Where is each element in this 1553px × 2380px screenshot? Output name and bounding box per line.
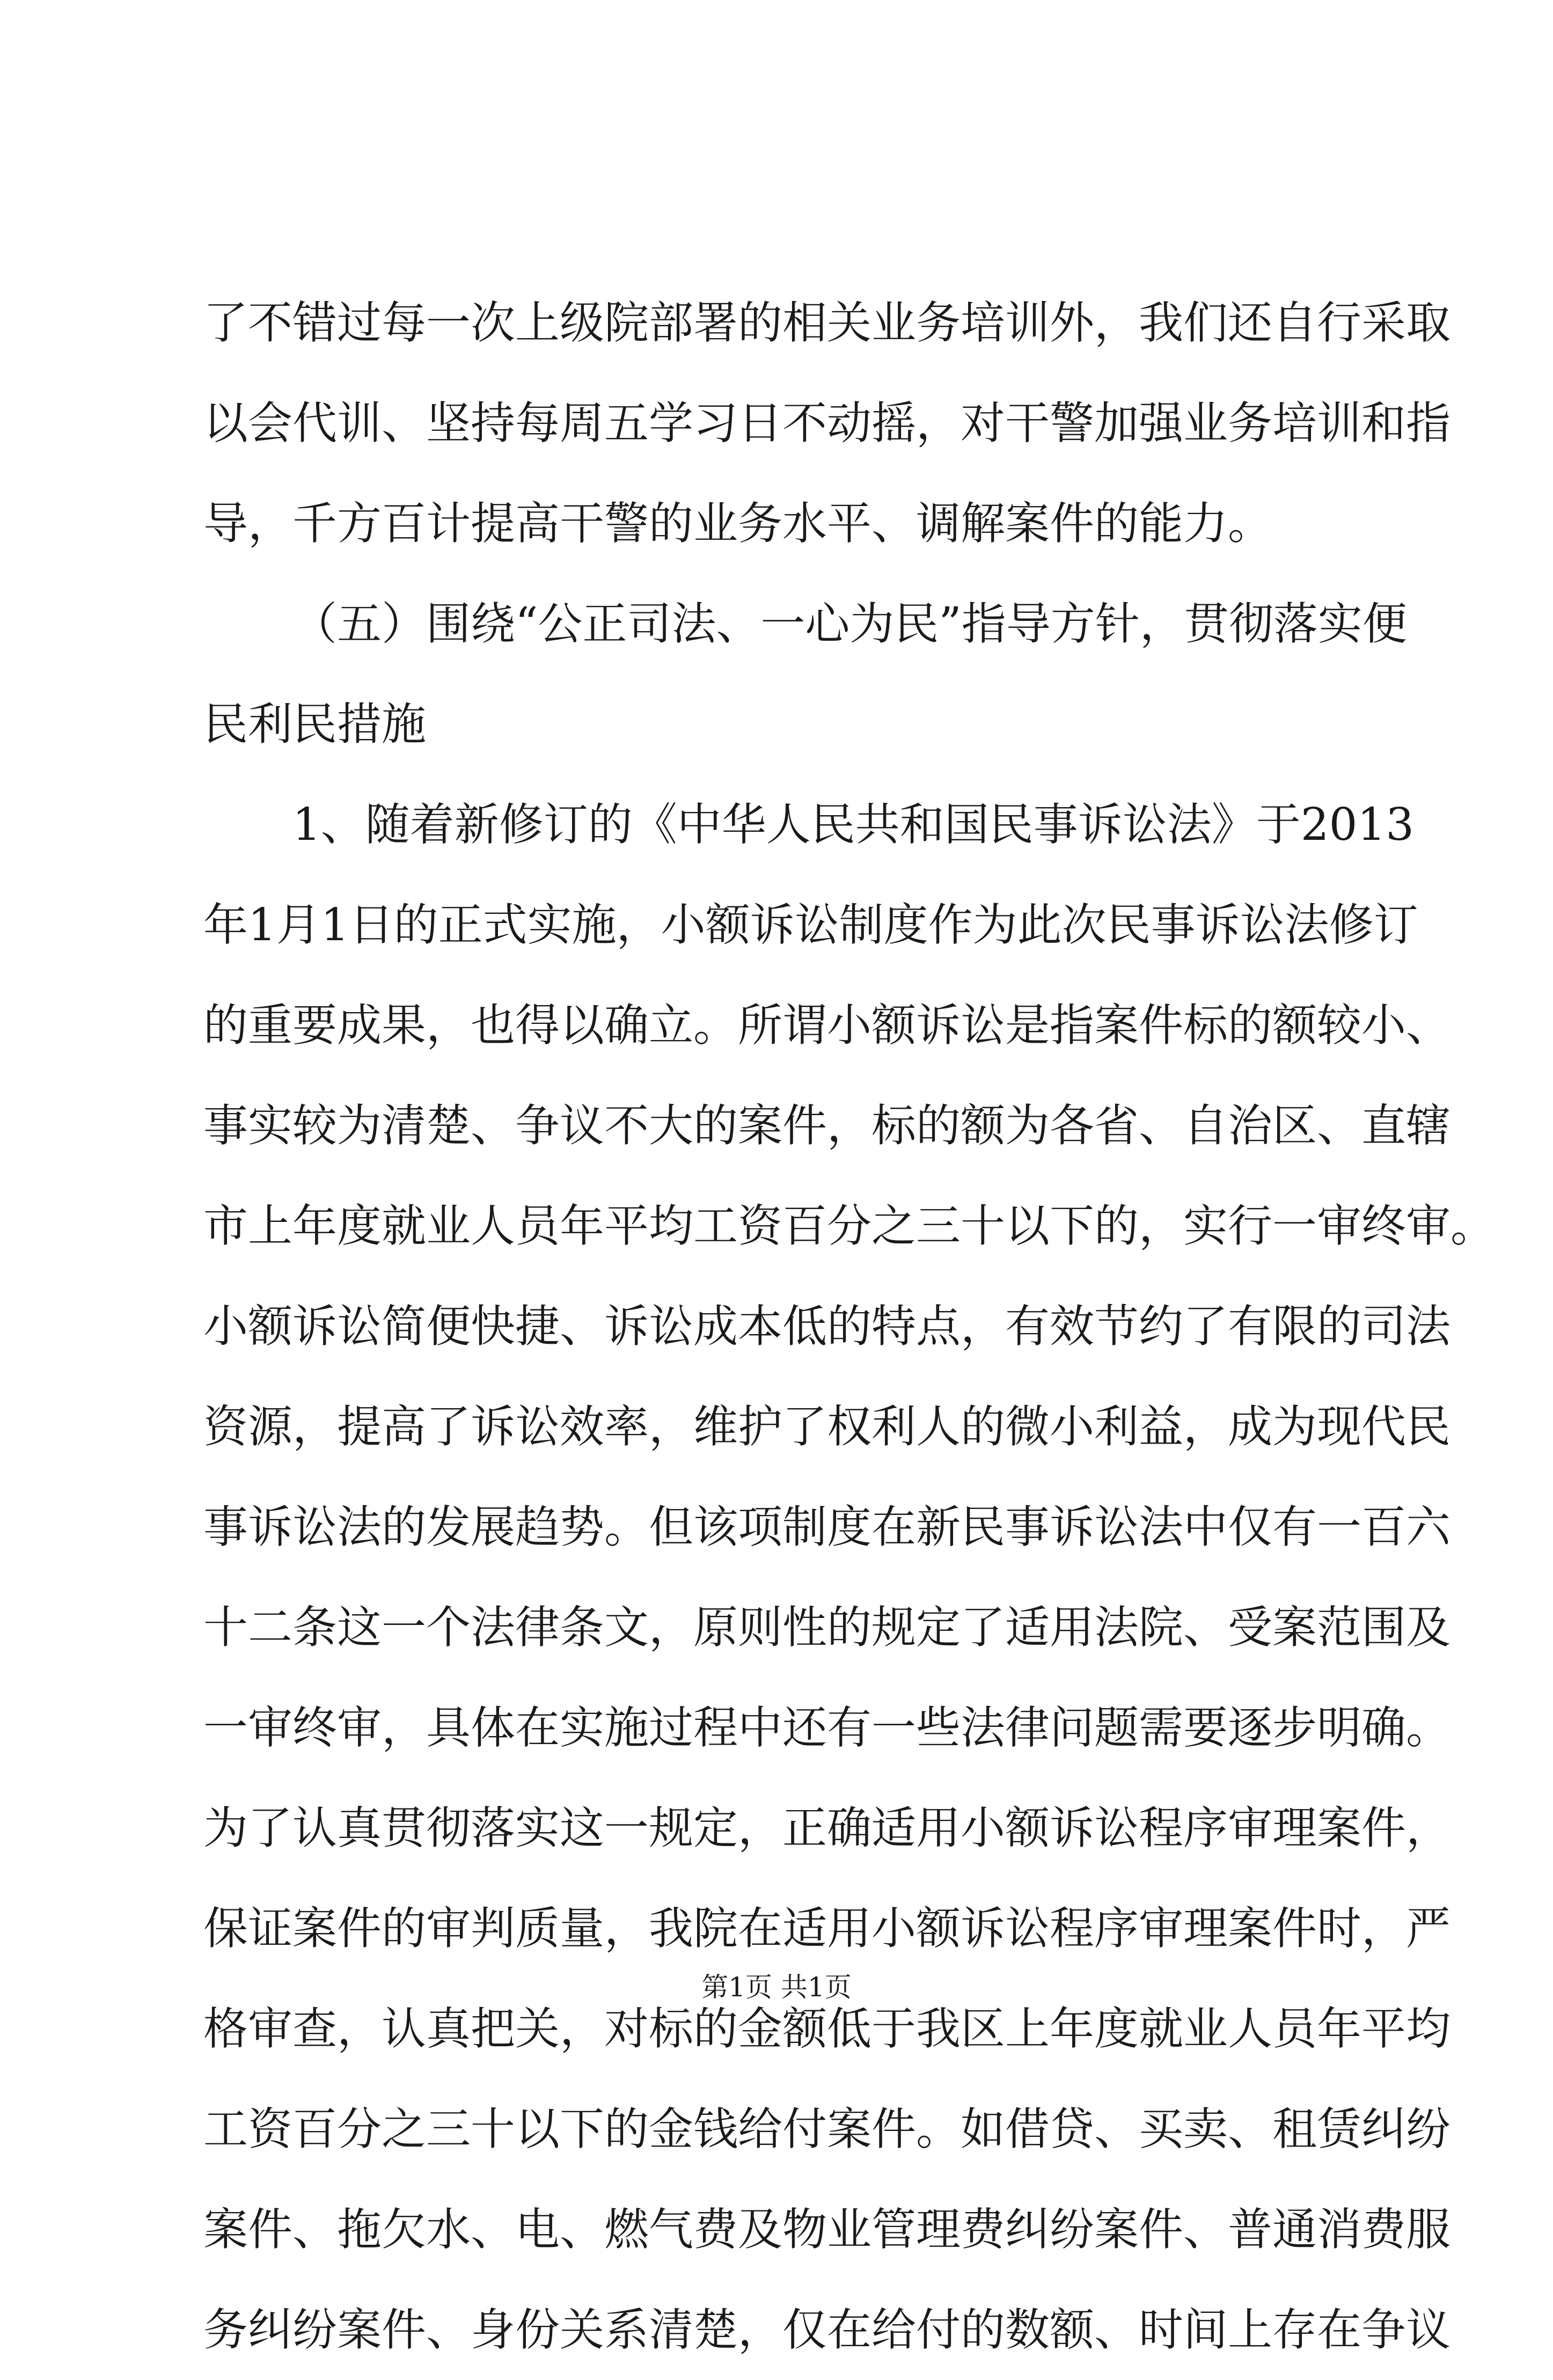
text-line: 了不错过每一次上级院部署的相关业务培训外，我们还自行采取 bbox=[203, 297, 1451, 349]
text-line: 事实较为清楚、争议不大的案件，标的额为各省、自治区、直辖 bbox=[203, 1100, 1451, 1152]
page-footer: 第1页 共1页 bbox=[701, 1972, 852, 2003]
section-heading-continuation: 民利民措施 bbox=[203, 698, 426, 750]
text-line: 年1月1日的正式实施，小额诉讼制度作为此次民事诉讼法修订 bbox=[203, 899, 1418, 951]
text-line: 案件、拖欠水、电、燃气费及物业管理费纠纷案件、普通消费服 bbox=[203, 2203, 1451, 2255]
text-line: 事诉讼法的发展趋势。但该项制度在新民事诉讼法中仅有一百六 bbox=[203, 1501, 1451, 1553]
paragraph-start: 1、随着新修订的《中华人民共和国民事诉讼法》于2013 bbox=[292, 799, 1415, 851]
document-body bbox=[203, 273, 1495, 2380]
text-line: 务纠纷案件、身份关系清楚，仅在给付的数额、时间上存在争议 bbox=[203, 2304, 1451, 2356]
text-line: 以会代训、坚持每周五学习日不动摇，对干警加强业务培训和指 bbox=[203, 397, 1451, 449]
text-line: 工资百分之三十以下的金钱给付案件。如借贷、买卖、租赁纠纷 bbox=[203, 2103, 1451, 2155]
text-line: 市上年度就业人员年平均工资百分之三十以下的，实行一审终审。 bbox=[203, 1200, 1495, 1252]
text-line: 格审查，认真把关，对标的金额低于我区上年度就业人员年平均 bbox=[203, 2003, 1451, 2055]
section-heading: （五）围绕“公正司法、一心为民”指导方针，贯彻落实便 bbox=[292, 598, 1407, 650]
text-line: 保证案件的审判质量，我院在适用小额诉讼程序审理案件时，严 bbox=[203, 1902, 1451, 1954]
text-line: 为了认真贯彻落实这一规定，正确适用小额诉讼程序审理案件， bbox=[203, 1802, 1451, 1854]
text-line: 小额诉讼简便快捷、诉讼成本低的特点，有效节约了有限的司法 bbox=[203, 1300, 1451, 1352]
text-line: 一审终审，具体在实施过程中还有一些法律问题需要逐步明确。 bbox=[203, 1702, 1451, 1754]
text-line: 的重要成果，也得以确立。所谓小额诉讼是指案件标的额较小、 bbox=[203, 999, 1451, 1051]
text-line: 导，千方百计提高干警的业务水平、调解案件的能力。 bbox=[203, 497, 1272, 550]
text-line: 资源，提高了诉讼效率，维护了权利人的微小利益，成为现代民 bbox=[203, 1401, 1451, 1453]
text-line: 十二条这一个法律条文，原则性的规定了适用法院、受案范围及 bbox=[203, 1601, 1451, 1653]
